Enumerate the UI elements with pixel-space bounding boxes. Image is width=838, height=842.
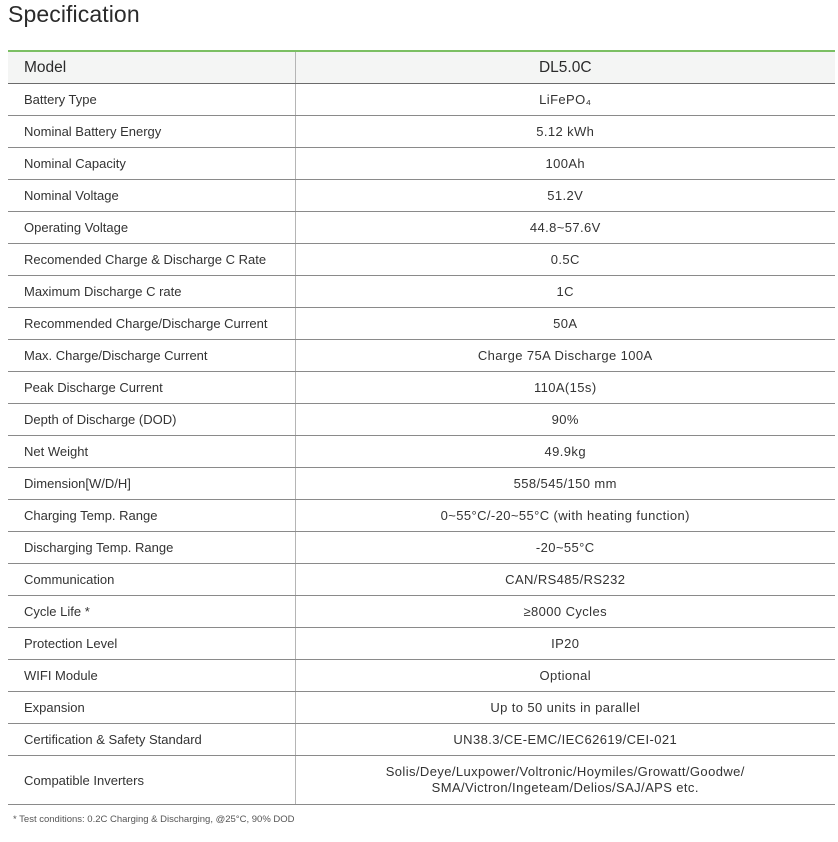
spec-label: Recomended Charge & Discharge C Rate (8, 244, 295, 276)
table-row (8, 276, 835, 308)
spec-label: WIFI Module (8, 660, 295, 692)
spec-value: 50A (295, 308, 835, 340)
spec-label: Maximum Discharge C rate (8, 276, 295, 308)
table-row (8, 148, 835, 180)
table-row (8, 468, 835, 500)
spec-label: Operating Voltage (8, 212, 295, 244)
table-row (8, 84, 835, 116)
spec-table-body (8, 84, 835, 756)
spec-label: Peak Discharge Current (8, 372, 295, 404)
header-model-value: DL5.0C (295, 51, 835, 84)
spec-value: 90% (295, 404, 835, 436)
spec-value: 0.5C (295, 244, 835, 276)
page-title: Specification (8, 1, 140, 27)
spec-label: Nominal Voltage (8, 180, 295, 212)
spec-label: Recommended Charge/Discharge Current (8, 308, 295, 340)
spec-label: Cycle Life * (8, 596, 295, 628)
spec-value: -20~55°C (295, 532, 835, 564)
spec-value: CAN/RS485/RS232 (295, 564, 835, 596)
spec-value: ≥8000 Cycles (295, 596, 835, 628)
spec-label: Expansion (8, 692, 295, 724)
table-row (8, 244, 835, 276)
spec-value (295, 756, 835, 805)
table-row (8, 212, 835, 244)
spec-value: 1C (295, 276, 835, 308)
spec-value: 5.12 kWh (295, 116, 835, 148)
spec-value: 44.8~57.6V (295, 212, 835, 244)
spec-value: Optional (295, 660, 835, 692)
table-row (8, 436, 835, 468)
table-row (8, 692, 835, 724)
spec-value-line: SMA/Victron/Ingeteam/Delios/SAJ/APS etc. (431, 780, 699, 795)
table-row (8, 308, 835, 340)
spec-value: 100Ah (295, 148, 835, 180)
spec-table (8, 50, 835, 805)
table-row (8, 532, 835, 564)
spec-value: 0~55°C/-20~55°C (with heating function) (295, 500, 835, 532)
table-row (8, 628, 835, 660)
spec-label: Certification & Safety Standard (8, 724, 295, 756)
spec-value-line: Solis/Deye/Luxpower/Voltronic/Hoymiles/Growatt/Goodwe/ (385, 764, 745, 779)
table-row (8, 340, 835, 372)
table-row (8, 372, 835, 404)
spec-label: Max. Charge/Discharge Current (8, 340, 295, 372)
spec-value: Charge 75A Discharge 100A (295, 340, 835, 372)
table-row (8, 500, 835, 532)
spec-value: IP20 (295, 628, 835, 660)
table-row (8, 404, 835, 436)
table-row (8, 724, 835, 756)
header-label: Model (8, 51, 295, 84)
spec-label: Discharging Temp. Range (8, 532, 295, 564)
spec-label: Charging Temp. Range (8, 500, 295, 532)
spec-value: LiFePO₄ (295, 84, 835, 116)
table-row (8, 180, 835, 212)
footnote: * Test conditions: 0.2C Charging & Discharging, @25°C, 90% DOD (13, 814, 295, 825)
spec-label: Nominal Battery Energy (8, 116, 295, 148)
spec-value: UN38.3/CE-EMC/IEC62619/CEI-021 (295, 724, 835, 756)
spec-value: 558/545/150 mm (295, 468, 835, 500)
spec-value: 49.9kg (295, 436, 835, 468)
spec-value: Up to 50 units in parallel (295, 692, 835, 724)
table-row (8, 660, 835, 692)
spec-label: Compatible Inverters (8, 756, 295, 805)
table-row (8, 756, 835, 805)
spec-label: Net Weight (8, 436, 295, 468)
table-row (8, 596, 835, 628)
spec-label: Depth of Discharge (DOD) (8, 404, 295, 436)
spec-label: Communication (8, 564, 295, 596)
spec-label: Battery Type (8, 84, 295, 116)
spec-value: 110A(15s) (295, 372, 835, 404)
table-row (8, 116, 835, 148)
spec-value: 51.2V (295, 180, 835, 212)
spec-label: Dimension[W/D/H] (8, 468, 295, 500)
spec-label: Protection Level (8, 628, 295, 660)
table-header-row (8, 51, 835, 84)
table-row (8, 564, 835, 596)
spec-label: Nominal Capacity (8, 148, 295, 180)
